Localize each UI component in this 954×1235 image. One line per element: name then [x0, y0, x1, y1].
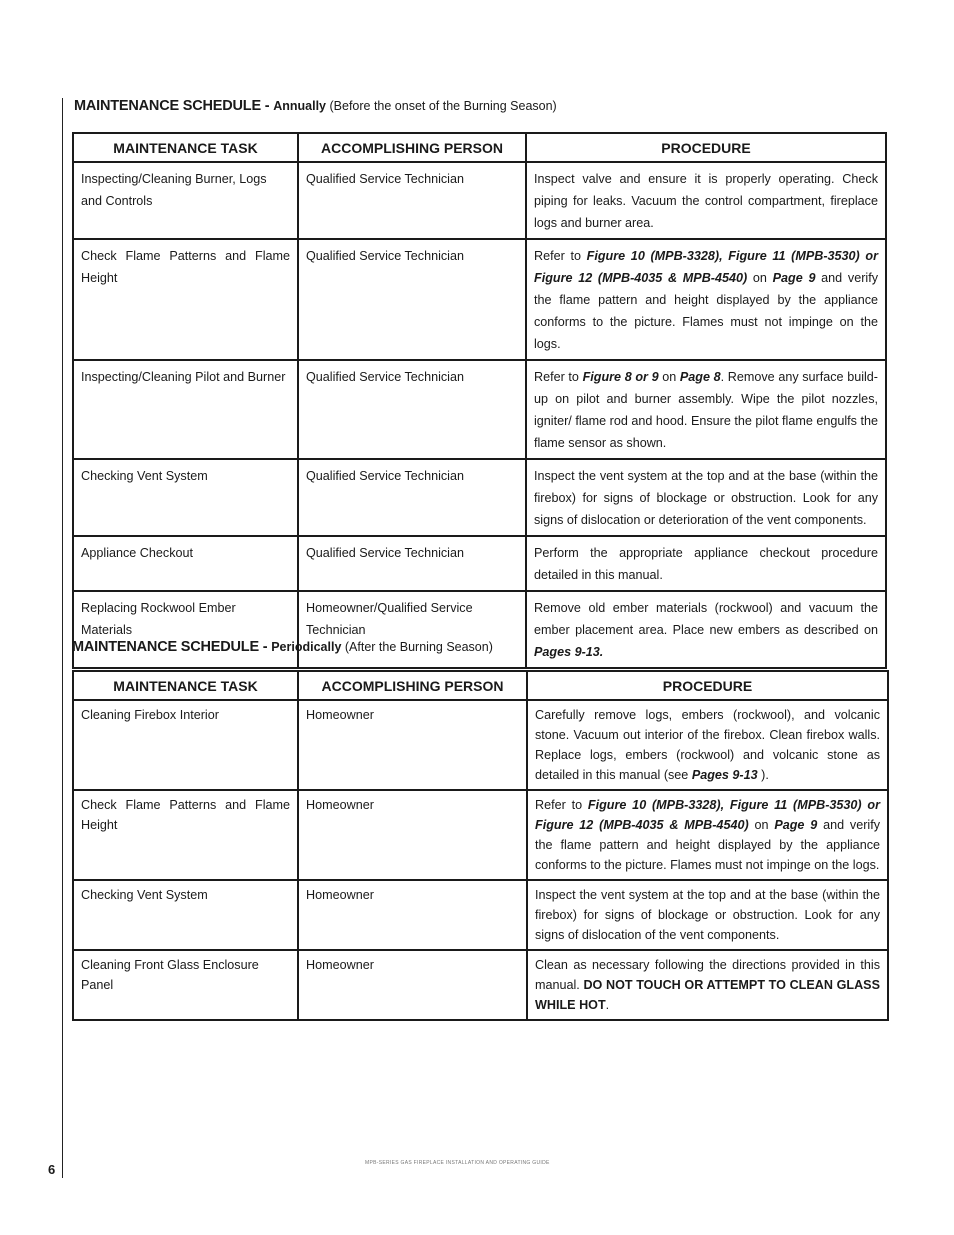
- task-cell: Cleaning Front Glass Enclosure Panel: [73, 950, 298, 1020]
- task-cell: Checking Vent System: [73, 459, 298, 536]
- task-cell: Replacing Rockwool Ember Materials: [73, 591, 298, 668]
- page-reference: Page 8: [679, 370, 721, 384]
- person-cell: Qualified Service Technician: [298, 459, 526, 536]
- procedure-cell: Inspect the vent system at the top and at the base (within the firebox) for signs of blockage or obstruction. Look for any signs of dislocation or deterioration of the vent components.: [526, 459, 886, 536]
- person-cell: Homeowner: [298, 790, 527, 880]
- schedule-frequency: Annually: [273, 99, 327, 113]
- schedule-note: (After the Burning Season): [341, 640, 493, 654]
- procedure-cell: [527, 700, 888, 790]
- task-cell: Check Flame Patterns and Flame Height: [73, 790, 298, 880]
- table-row: [73, 790, 888, 880]
- schedule-annual-title: [74, 97, 557, 114]
- table-row: [73, 239, 886, 360]
- table-header-row: [73, 133, 886, 162]
- table-row: [73, 360, 886, 459]
- task-cell: Checking Vent System: [73, 880, 298, 950]
- procedure-text: and verify the flame pattern and height displayed by the appliance conforms to the picture. Flames must not impinge on the logs.: [535, 818, 880, 872]
- procedure-cell: [526, 591, 886, 668]
- table-row: [73, 591, 886, 668]
- task-cell: Inspecting/Cleaning Pilot and Burner: [73, 360, 298, 459]
- table-row: [73, 880, 888, 950]
- procedure-text: on: [747, 271, 773, 285]
- header-task: MAINTENANCE TASK: [73, 133, 298, 162]
- person-cell: Qualified Service Technician: [298, 360, 526, 459]
- person-cell: Qualified Service Technician: [298, 239, 526, 360]
- table-row: [73, 700, 888, 790]
- schedule-periodic-title: [72, 638, 493, 655]
- maintenance-table-annual: [72, 132, 887, 669]
- figure-reference: Figure 10 (MPB-3328), Figure 11 (MPB-3530) or Figure 12 (MPB-4035 & MPB-4540): [534, 249, 878, 285]
- procedure-text: Refer to: [534, 370, 583, 384]
- person-cell: Qualified Service Technician: [298, 536, 526, 591]
- procedure-text: Remove old ember materials (rockwool) and vacuum the ember placement area. Place new embers as described on: [534, 601, 878, 637]
- schedule-note: (Before the onset of the Burning Season): [326, 99, 557, 113]
- procedure-text: and verify the flame pattern and height displayed by the appliance conforms to the picture. Flames must not impinge on the logs.: [534, 271, 878, 351]
- page-reference: Page 9: [772, 271, 816, 285]
- table-row: [73, 536, 886, 591]
- warning-text: DO NOT TOUCH OR ATTEMPT TO CLEAN GLASS WHILE HOT: [535, 978, 880, 1012]
- header-task: MAINTENANCE TASK: [73, 671, 298, 700]
- table-header-row: [73, 671, 888, 700]
- table-row: [73, 950, 888, 1020]
- person-cell: Homeowner: [298, 700, 527, 790]
- figure-reference: Figure 8 or 9: [582, 370, 659, 384]
- schedule-title-text: MAINTENANCE SCHEDULE -: [74, 98, 274, 114]
- figure-reference: Figure 10 (MPB-3328), Figure 11 (MPB-3530) or Figure 12 (MPB-4035 & MPB-4540): [535, 798, 880, 832]
- task-cell: Inspecting/Cleaning Burner, Logs and Controls: [73, 162, 298, 239]
- procedure-text: Carefully remove logs, embers (rockwool), and volcanic stone. Vacuum out interior of the firebox. Clean firebox walls. Replace logs, embers (rockwool) and volcanic stone as detailed in this manual (see: [535, 708, 880, 782]
- schedule-title-text: MAINTENANCE SCHEDULE -: [72, 639, 272, 655]
- header-procedure: PROCEDURE: [526, 133, 886, 162]
- person-cell: Homeowner: [298, 950, 527, 1020]
- page-reference: Pages 9-13.: [534, 645, 604, 659]
- page-reference: Pages 9-13: [691, 768, 758, 782]
- procedure-cell: Inspect the vent system at the top and at the base (within the firebox) for signs of blockage or obstruction. Look for any signs of dislocation of the vent components.: [527, 880, 888, 950]
- procedure-text: Refer to: [534, 249, 587, 263]
- procedure-cell: Perform the appropriate appliance checkout procedure detailed in this manual.: [526, 536, 886, 591]
- header-person: ACCOMPLISHING PERSON: [298, 133, 526, 162]
- procedure-text: on: [748, 818, 775, 832]
- table-row: [73, 459, 886, 536]
- page-reference: Page 9: [774, 818, 818, 832]
- procedure-cell: [526, 239, 886, 360]
- person-cell: Homeowner/Qualified Service Technician: [298, 591, 526, 668]
- procedure-cell: [526, 360, 886, 459]
- maintenance-table-periodic: [72, 670, 889, 1021]
- task-cell: Appliance Checkout: [73, 536, 298, 591]
- procedure-text: .: [605, 998, 610, 1012]
- page-number: 6: [48, 1162, 56, 1177]
- procedure-text: ).: [757, 768, 769, 782]
- header-procedure: PROCEDURE: [527, 671, 888, 700]
- procedure-text: . Remove any surface build-up on pilot and burner assembly. Wipe the pilot nozzles, igniter/ flame rod and hood. Ensure the pilot flame engulfs the flame sensor as shown.: [534, 370, 878, 450]
- person-cell: Homeowner: [298, 880, 527, 950]
- procedure-cell: [527, 790, 888, 880]
- table-row: [73, 162, 886, 239]
- margin-rule: [62, 98, 63, 1178]
- procedure-cell: Inspect valve and ensure it is properly operating. Check piping for leaks. Vacuum the control compartment, fireplace logs and burner area.: [526, 162, 886, 239]
- task-cell: Check Flame Patterns and Flame Height: [73, 239, 298, 360]
- person-cell: Qualified Service Technician: [298, 162, 526, 239]
- procedure-cell: [527, 950, 888, 1020]
- task-cell: Cleaning Firebox Interior: [73, 700, 298, 790]
- procedure-text: Clean as necessary following the directions provided in this manual.: [535, 958, 880, 992]
- schedule-frequency: Periodically: [271, 640, 342, 654]
- procedure-text: Refer to: [535, 798, 588, 812]
- header-person: ACCOMPLISHING PERSON: [298, 671, 527, 700]
- footer-text: MPB-SERIES GAS FIREPLACE INSTALLATION AND OPERATING GUIDE: [365, 1160, 550, 1166]
- procedure-text: on: [658, 370, 680, 384]
